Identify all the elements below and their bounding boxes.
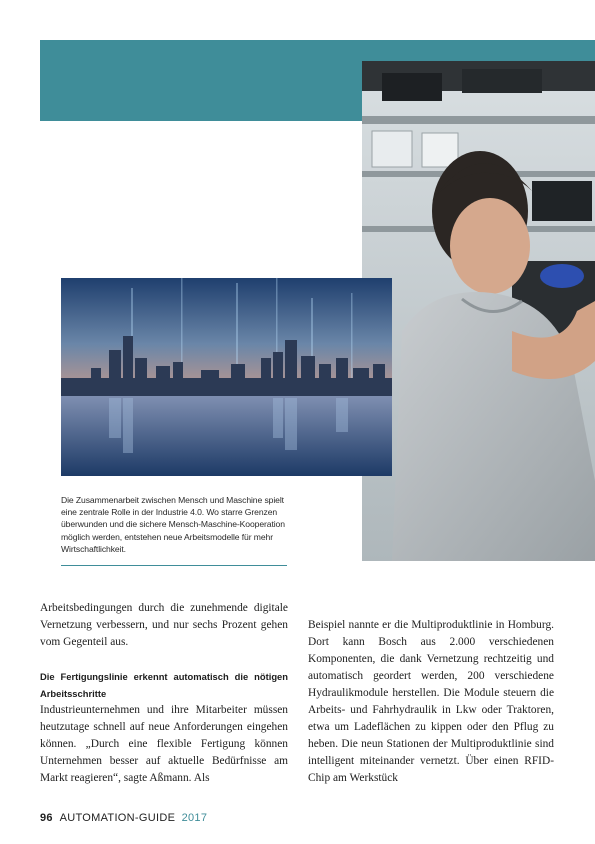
article-column-right [308,617,554,787]
header-accent-band [40,40,595,61]
caption-divider [61,565,287,566]
body-paragraph: Industrieunternehmen und ihre Mitarbeiter müssen heutzutage schnell auf neue Anforderungen eingehen können. „Durch eine flexible Fertigung können Unternehmen besser auf aktuelle Bedürfnisse am Markt reagieren“, sagte Aßmann. Als [40,704,288,784]
header-accent-block [40,61,362,121]
city-skyline-photo [61,278,392,476]
publication-year: 2017 [181,812,208,824]
worker-photo [362,61,595,561]
section-subheading: Die Fertigungslinie erkennt automatisch die nötigen Arbeitsschritte [40,671,288,699]
page-footer [40,812,207,824]
image-caption: Die Zusammenarbeit zwischen Mensch und Maschine spielt eine zentrale Rolle in der Industrie 4.0. Wo starre Grenzen überwunden und die sichere Mensch-Maschine-Kooperation möglich werden, entstehen neue Arbeitsmodelle für mehr Wirtschaftlichkeit. [61,495,285,554]
body-paragraph-continued: Beispiel nannte er die Multiproduktlinie in Homburg. Dort kann Bosch aus 2.000 verschiedenen Komponenten, die dank Vernetzung rechtzeitig und automatisch geordert werden, 200 verschiedene Hydraulikmodule herstellen. Die Module steuern die Arbeits- und Fahrhydraulik in Lkw oder Traktoren, etwa um Ladeflächen zu kippen oder den Pflug zu heben. Die neun Stationen der Multiproduktlinie sind intelligent miteinander vernetzt. Über einen RFID-Chip am Werkstück [308,619,554,784]
publication-name: AUTOMATION-GUIDE [59,812,176,824]
page-number: 96 [40,812,53,824]
article-column-left [40,600,288,787]
intro-paragraph: Arbeitsbedingungen durch die zunehmende digitale Vernetzung verbessern, und nur sechs Prozent gehen vom Gegenteil aus. [40,602,288,648]
